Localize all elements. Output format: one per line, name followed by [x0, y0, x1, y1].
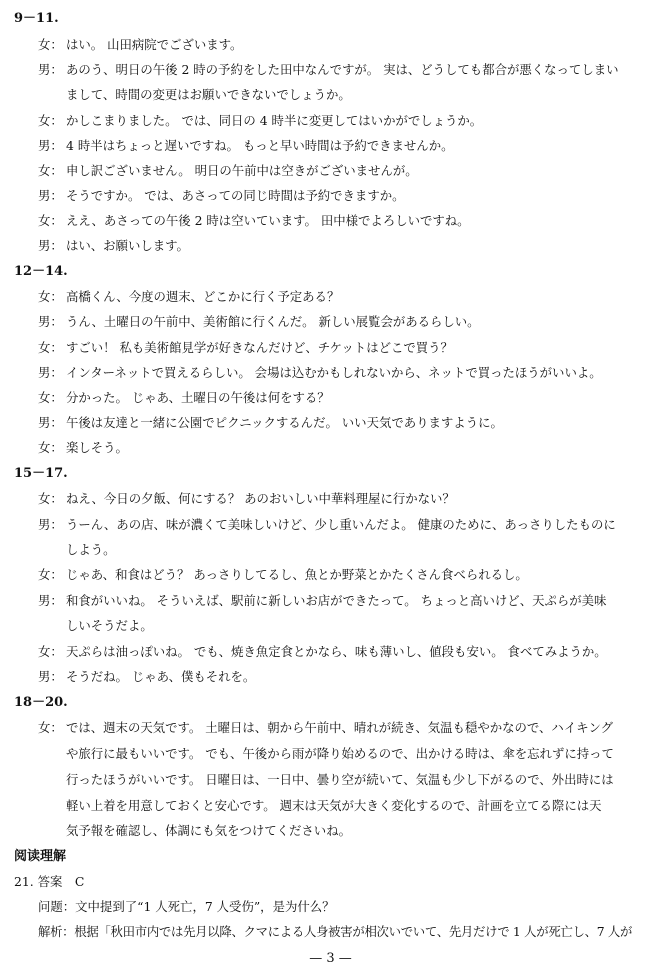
speaker: 男： — [38, 62, 63, 77]
line-text: はい。 山田病院でございます。 — [66, 37, 243, 52]
dialogue-line — [38, 313, 653, 331]
dialogue-line — [38, 137, 653, 155]
line-text: 高橋くん、今度の週末、どこかに行く予定ある？ — [66, 289, 340, 304]
speaker: 男： — [38, 593, 63, 608]
dialogue-line — [38, 364, 653, 382]
dialogue-line — [38, 339, 653, 357]
line-continuation: 行ったほうがいいです。 日曜日は、一日中、曇り空が続いて、気温も少し下がるので、外出時には — [66, 772, 614, 787]
speaker: 女： — [38, 491, 63, 506]
line-text: 天ぷらは油っぽいね。 でも、焼き魚定食とかなら、味も薄いし、値段も安い。 食べてみようか。 — [66, 644, 607, 659]
section-label-15-17: 15－17. — [14, 466, 68, 481]
section-label-12-14: 12－14. — [14, 264, 68, 279]
speaker: 男： — [38, 669, 63, 684]
line-continuation: や旅行に最もいいです。 でも、午後から雨が降り始めるので、出かける時は、傘を忘れずに持って — [66, 746, 614, 761]
dialogue-line — [38, 212, 653, 230]
page-number: — 3 — — [309, 951, 352, 966]
dialogue-line — [38, 668, 653, 686]
dialogue-line — [38, 414, 653, 432]
dialogue-line — [38, 592, 653, 610]
dialogue-line — [38, 566, 653, 584]
line-text: 4 時半はちょっと遅いですね。 もっと早い時間は予約できませんか。 — [66, 138, 454, 153]
line-text: では、週末の天気です。 土曜日は、朝から午前中、晴れが続き、気温も穏やかなので、ハイキング — [66, 720, 614, 735]
speaker: 男： — [38, 415, 63, 430]
speaker: 女： — [38, 340, 63, 355]
dialogue-line — [38, 719, 653, 737]
dialogue-line — [38, 187, 653, 205]
question-line: 问题：文中提到了“1 人死亡，7 人受伤”，是为什么？ — [38, 899, 335, 914]
line-text: 楽しそう。 — [66, 440, 128, 455]
line-text: すごい！ 私も美術館見学が好きなんだけど、チケットはどこで買う？ — [66, 340, 453, 355]
line-text: そうだね。 じゃあ、僕もそれを。 — [66, 669, 256, 684]
section-label-9-11: 9－11. — [14, 11, 59, 26]
reading-heading: 阅读理解 — [14, 849, 67, 864]
line-text: かしこまりました。 では、同日の 4 時半に変更してはいかがでしょうか。 — [66, 113, 483, 128]
line-continuation: 軽い上着を用意しておくと安心です。 週末は天気が大きく変化するので、計画を立てる際には天 — [66, 798, 602, 813]
dialogue-line — [38, 112, 653, 130]
line-text: 申し訳ございません。 明日の午前中は空きがございませんが。 — [66, 163, 418, 178]
line-continuation: しよう。 — [66, 542, 116, 557]
speaker: 男： — [38, 517, 63, 532]
line-text: 分かった。 じゃあ、土曜日の午後は何をする？ — [66, 390, 330, 405]
speaker: 女： — [38, 163, 63, 178]
dialogue-line — [38, 490, 653, 508]
speaker: 男： — [38, 365, 63, 380]
answer-line: 21. 答案 C — [14, 874, 85, 889]
dialogue-line — [38, 61, 653, 79]
speaker: 女： — [38, 390, 63, 405]
line-text: 午後は友達と一緒に公園でピクニックするんだ。 いい天気でありますように。 — [66, 415, 503, 430]
line-text: うーん、あの店、味が濃くて美味しいけど、少し重いんだよ。 健康のために、あっさりしたものに — [66, 517, 616, 532]
line-text: そうですか。 では、あさっての同じ時間は予約できますか。 — [66, 188, 405, 203]
dialogue-line — [38, 162, 653, 180]
speaker: 女： — [38, 113, 63, 128]
line-text: はい、お願いします。 — [66, 238, 189, 253]
speaker: 女： — [38, 289, 63, 304]
dialogue-line — [38, 516, 653, 534]
dialogue-line — [38, 36, 653, 54]
speaker: 女： — [38, 644, 63, 659]
speaker: 女： — [38, 213, 63, 228]
dialogue-line — [38, 288, 653, 306]
dialogue-line — [38, 439, 653, 457]
line-text: あのう、明日の午後 2 時の予約をした田中なんですが。 実は、どうしても都合が悪くなってしまい — [66, 62, 619, 77]
line-text: うん、土曜日の午前中、美術館に行くんだ。 新しい展覧会があるらしい。 — [66, 314, 480, 329]
speaker: 女： — [38, 720, 63, 735]
speaker: 男： — [38, 188, 63, 203]
line-text: ええ、あさっての午後 2 時は空いています。 田中様でよろしいですね。 — [66, 213, 470, 228]
line-continuation: まして、時間の変更はお願いできないでしょうか。 — [66, 87, 351, 102]
speaker: 男： — [38, 238, 63, 253]
line-text: インターネットで買えるらしい。 会場は込むかもしれないから、ネットで買ったほうがいいよ。 — [66, 365, 602, 380]
dialogue-line — [38, 643, 653, 661]
dialogue-line — [38, 389, 653, 407]
line-text: 和食がいいね。 そういえば、駅前に新しいお店ができたって。 ちょっと高いけど、天ぷらが美味 — [66, 593, 607, 608]
speaker: 男： — [38, 314, 63, 329]
line-text: ねえ、今日の夕飯、何にする？ あのおいしい中華料理屋に行かない？ — [66, 491, 455, 506]
section-label-18-20: 18－20. — [14, 695, 68, 710]
line-continuation: しいそうだよ。 — [66, 618, 153, 633]
speaker: 女： — [38, 567, 63, 582]
line-text: じゃあ、和食はどう？ あっさりしてるし、魚とか野菜とかたくさん食べられるし。 — [66, 567, 528, 582]
speaker: 女： — [38, 440, 63, 455]
speaker: 男： — [38, 138, 63, 153]
line-continuation: 気予報を確認し、体調にも気をつけてくださいね。 — [66, 823, 351, 838]
speaker: 女： — [38, 37, 63, 52]
dialogue-line — [38, 237, 653, 255]
analysis-line: 解析：根据「秋田市内では先月以降、クマによる人身被害が相次いでいて、先月だけで 1 人が死亡し、7 人が — [38, 924, 633, 939]
